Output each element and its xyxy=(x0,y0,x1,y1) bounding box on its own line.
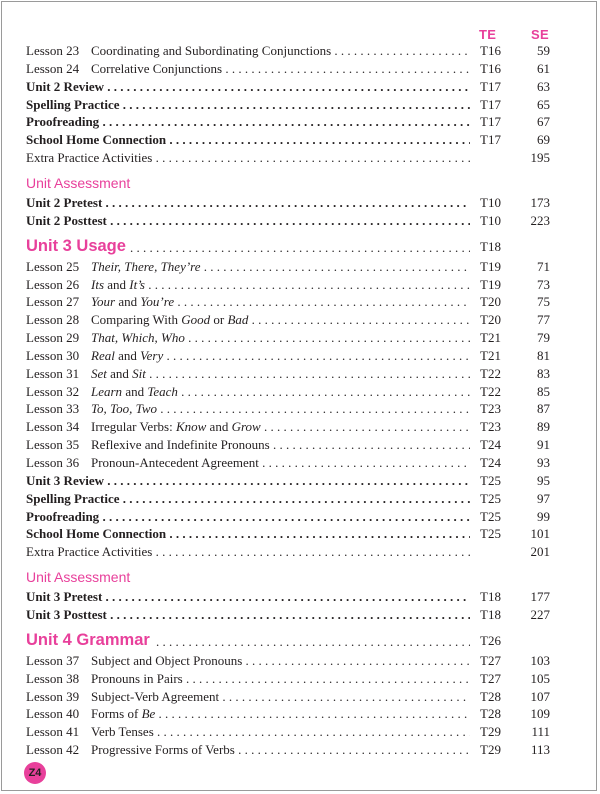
lesson-label: Lesson 42 xyxy=(26,742,80,758)
te-page: T18 xyxy=(480,589,501,605)
se-page: 93 xyxy=(537,455,550,470)
se-page: 227 xyxy=(530,606,550,622)
se-page: 223 xyxy=(530,212,550,228)
toc-row xyxy=(26,258,550,276)
entry-title: Spelling Practice . . . xyxy=(26,96,470,114)
te-page: T17 xyxy=(480,114,501,130)
toc-row xyxy=(26,131,550,149)
te-page: T17 xyxy=(480,78,501,94)
lesson-title: Progressive Forms of Verbs . . . xyxy=(91,741,470,759)
entry-title: Proofreading . . . xyxy=(26,113,470,131)
page-number-badge: Z4 xyxy=(24,762,46,784)
toc-row xyxy=(26,212,550,230)
toc-row xyxy=(26,149,550,167)
lesson-title: Comparing With Good or Bad . . . xyxy=(91,311,470,329)
se-page: 95 xyxy=(537,472,550,488)
lesson-label: Lesson 25 xyxy=(26,258,80,274)
toc-row xyxy=(26,329,550,347)
lesson-label: Lesson 34 xyxy=(26,419,80,435)
lesson-title: Pronouns in Pairs . . . xyxy=(91,670,470,688)
toc-row xyxy=(26,42,550,60)
toc-row xyxy=(26,525,550,543)
lesson-label: Lesson 32 xyxy=(26,383,80,399)
te-page: T17 xyxy=(480,96,501,112)
te-page: T25 xyxy=(480,472,501,488)
toc-row xyxy=(26,670,550,688)
toc-row xyxy=(26,311,550,329)
toc-row xyxy=(26,293,550,311)
toc-row xyxy=(26,418,550,436)
lesson-title: Your and You’re . . . xyxy=(91,293,470,311)
se-page: 65 xyxy=(537,96,550,112)
te-page: T28 xyxy=(480,688,501,704)
lesson-label: Lesson 35 xyxy=(26,437,80,453)
se-page: 109 xyxy=(530,706,550,722)
te-page: T22 xyxy=(480,365,501,381)
se-page: 177 xyxy=(530,589,550,605)
toc-row xyxy=(26,400,550,418)
te-page: T18 xyxy=(480,238,501,254)
se-page: 105 xyxy=(530,670,550,686)
te-page: T29 xyxy=(480,724,501,740)
toc-row xyxy=(26,276,550,294)
lesson-title: Learn and Teach . . . xyxy=(91,383,470,401)
entry-title: Extra Practice Activities . . . xyxy=(26,149,470,167)
se-page: 89 xyxy=(537,419,550,435)
lesson-title: Coordinating and Subordinating Conjunctions . . . xyxy=(91,42,470,60)
te-page: T10 xyxy=(480,212,501,228)
se-page: 69 xyxy=(537,132,550,148)
te-page: T29 xyxy=(480,742,501,758)
te-page: T27 xyxy=(480,670,501,686)
unit-title: Unit 3 Usage xyxy=(26,236,126,255)
te-page: T20 xyxy=(480,312,501,328)
lesson-title: Correlative Conjunctions . . . xyxy=(91,60,470,78)
entry-title: Unit 3 Posttest . . . xyxy=(26,606,470,624)
unit-title: Unit 4 Grammar xyxy=(26,630,150,649)
se-page: 81 xyxy=(537,347,550,363)
toc-row xyxy=(26,96,550,114)
te-page: T28 xyxy=(480,706,501,722)
te-page: T22 xyxy=(480,383,501,399)
entry-title: Unit 3 Pretest . . . xyxy=(26,588,470,606)
toc-row xyxy=(26,652,550,670)
te-page: T19 xyxy=(480,258,501,274)
te-page: T10 xyxy=(480,194,501,210)
lesson-title: Subject-Verb Agreement . . . xyxy=(91,688,470,706)
se-page: 61 xyxy=(537,60,550,76)
lesson-title: Real and Very . . . xyxy=(91,347,470,365)
se-page: 59 xyxy=(537,43,550,58)
toc-row xyxy=(26,588,550,606)
lesson-title: To, Too, Two . . . xyxy=(91,400,470,418)
toc-row xyxy=(26,490,550,508)
toc-row xyxy=(26,78,550,96)
se-page: 103 xyxy=(530,652,550,668)
se-page: 99 xyxy=(537,508,550,524)
se-page: 113 xyxy=(530,742,550,758)
entry-title: School Home Connection . . . xyxy=(26,131,470,149)
lesson-label: Lesson 33 xyxy=(26,401,80,417)
lesson-label: Lesson 29 xyxy=(26,330,80,346)
se-page: 83 xyxy=(537,365,550,381)
se-page: 67 xyxy=(537,114,550,130)
te-page: T23 xyxy=(480,419,501,435)
lesson-label: Lesson 26 xyxy=(26,276,80,292)
se-page: 101 xyxy=(530,526,550,542)
entry-title: Extra Practice Activities . . . xyxy=(26,543,470,561)
se-page: 87 xyxy=(537,401,550,417)
entry-title: Unit 2 Pretest . . . xyxy=(26,194,470,212)
toc-row xyxy=(26,688,550,706)
assessment-heading: Unit Assessment xyxy=(26,174,131,191)
toc-row xyxy=(26,60,550,78)
te-column-header: TE xyxy=(479,27,497,42)
se-page: 77 xyxy=(537,312,550,328)
te-page: T17 xyxy=(480,132,501,148)
lesson-title: Their, There, They’re . . . xyxy=(91,258,470,276)
te-page: T25 xyxy=(480,490,501,506)
te-page: T25 xyxy=(480,526,501,542)
se-page: 107 xyxy=(530,688,550,704)
te-page: T27 xyxy=(480,652,501,668)
te-page: T26 xyxy=(480,632,501,648)
toc-row xyxy=(26,383,550,401)
toc-row xyxy=(26,723,550,741)
lesson-label: Lesson 40 xyxy=(26,706,80,722)
toc-row xyxy=(26,113,550,131)
se-page: 173 xyxy=(530,194,550,210)
unit-heading-row xyxy=(26,236,550,258)
toc-row xyxy=(26,454,550,472)
te-page: T23 xyxy=(480,401,501,417)
lesson-title: Pronoun-Antecedent Agreement . . . xyxy=(91,454,470,472)
entry-title: Spelling Practice . . . xyxy=(26,490,470,508)
entry-title: Unit 3 Review . . . xyxy=(26,472,470,490)
se-page: 79 xyxy=(537,330,550,346)
lesson-title: Verb Tenses . . . xyxy=(91,723,470,741)
toc-row xyxy=(26,606,550,624)
te-page: T16 xyxy=(480,43,501,58)
lesson-title: Subject and Object Pronouns . . . xyxy=(91,652,470,670)
te-page: T25 xyxy=(480,508,501,524)
se-page: 73 xyxy=(537,276,550,292)
lesson-label: Lesson 27 xyxy=(26,294,80,310)
assessment-heading: Unit Assessment xyxy=(26,569,131,586)
lesson-title: Set and Sit . . . xyxy=(91,365,470,383)
toc-row xyxy=(26,194,550,212)
te-page: T20 xyxy=(480,294,501,310)
toc-row xyxy=(26,705,550,723)
lesson-label: Lesson 23 xyxy=(26,43,80,58)
entry-title: School Home Connection . . . xyxy=(26,525,470,543)
toc-row xyxy=(26,543,550,561)
te-page: T16 xyxy=(480,60,501,76)
lesson-title: Its and It’s . . . xyxy=(91,276,470,294)
se-page: 111 xyxy=(531,724,550,740)
toc-row xyxy=(26,347,550,365)
te-page: T19 xyxy=(480,276,501,292)
entry-title: Proofreading . . . xyxy=(26,508,470,526)
se-page: 201 xyxy=(530,544,550,560)
te-page: T24 xyxy=(480,437,501,453)
se-page: 71 xyxy=(537,258,550,274)
se-page: 91 xyxy=(537,437,550,453)
lesson-label: Lesson 24 xyxy=(26,60,80,76)
te-page: T18 xyxy=(480,606,501,622)
se-page: 97 xyxy=(537,490,550,506)
toc-row xyxy=(26,472,550,490)
lesson-label: Lesson 28 xyxy=(26,312,80,328)
lesson-label: Lesson 41 xyxy=(26,724,80,740)
lesson-label: Lesson 39 xyxy=(26,688,80,704)
se-column-header: SE xyxy=(531,27,549,42)
te-page: T21 xyxy=(480,330,501,346)
lesson-label: Lesson 38 xyxy=(26,670,80,686)
se-page: 85 xyxy=(537,383,550,399)
lesson-label: Lesson 30 xyxy=(26,347,80,363)
lesson-label: Lesson 37 xyxy=(26,652,80,668)
toc-row xyxy=(26,365,550,383)
lesson-title: That, Which, Who . . . xyxy=(91,329,470,347)
se-page: 75 xyxy=(537,294,550,310)
lesson-title: Forms of Be . . . xyxy=(91,705,470,723)
se-page: 63 xyxy=(537,78,550,94)
te-page: T24 xyxy=(480,455,501,470)
toc-row xyxy=(26,508,550,526)
lesson-label: Lesson 31 xyxy=(26,365,80,381)
entry-title: Unit 2 Review . . . xyxy=(26,78,470,96)
te-page: T21 xyxy=(480,347,501,363)
lesson-label: Lesson 36 xyxy=(26,455,80,470)
toc-row xyxy=(26,436,550,454)
se-page: 195 xyxy=(530,150,550,166)
lesson-title: Reflexive and Indefinite Pronouns . . . xyxy=(91,436,470,454)
unit-heading-row xyxy=(26,630,550,652)
toc-row xyxy=(26,741,550,759)
lesson-title: Irregular Verbs: Know and Grow . . . xyxy=(91,418,470,436)
entry-title: Unit 2 Posttest . . . xyxy=(26,212,470,230)
